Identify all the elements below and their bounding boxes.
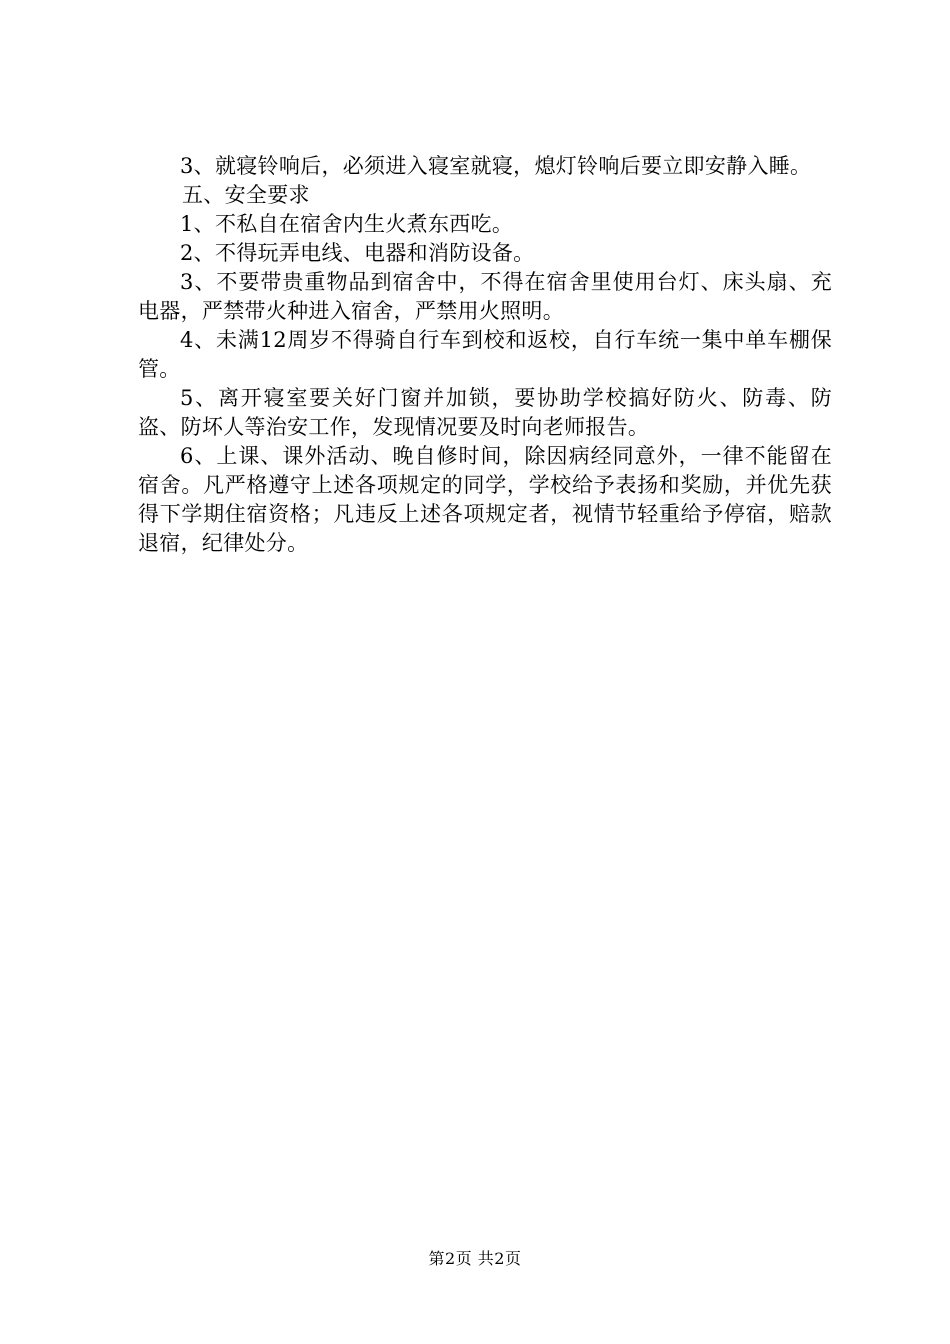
paragraph-no-cooking: 1、不私自在宿舍内生火煮东西吃。 <box>180 212 514 236</box>
paragraph-no-wires: 2、不得玩弄电线、电器和消防设备。 <box>180 241 535 265</box>
paragraph-no-valuables: 3、不要带贵重物品到宿舍中，不得在宿舍里使用台灯、床头扇、充电器，严禁带火种进入宿舍，严禁用火照明。 <box>138 270 832 323</box>
page-number-footer: 第2页 共2页 <box>428 1249 522 1268</box>
paragraph-attendance-rule: 6、上课、课外活动、晚自修时间，除因病经同意外，一律不能留在宿舍。凡严格遵守上述各项规定的同学，学校给予表扬和奖励，并优先获得下学期住宿资格；凡违反上述各项规定者，视情节轻重给予停宿，赔款退宿，纪律处分。 <box>138 444 832 555</box>
document-body <box>138 152 832 558</box>
paragraph-bedtime-rule: 3、就寝铃响后，必须进入寝室就寝，熄灯铃响后要立即安静入睡。 <box>180 154 812 178</box>
section-heading-safety: 五、安全要求 <box>182 183 310 207</box>
paragraph-security-duty: 5、离开寝室要关好门窗并加锁，要协助学校搞好防火、防毒、防盗、防坏人等治安工作，发现情况要及时向老师报告。 <box>138 386 832 439</box>
paragraph-bicycle-rule: 4、未满12周岁不得骑自行车到校和返校，自行车统一集中单车棚保管。 <box>138 328 832 381</box>
